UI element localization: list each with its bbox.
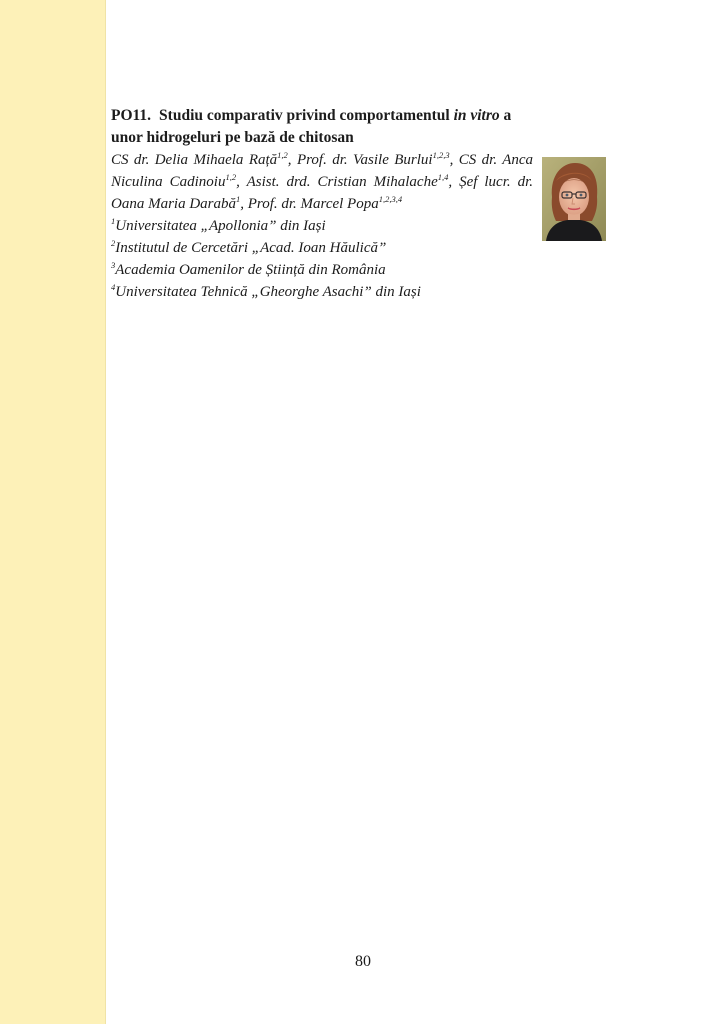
affiliation-1: [111, 215, 533, 237]
abstract-header: [111, 105, 533, 303]
author-affiliation-ref: 1,2,3,4: [378, 194, 403, 204]
side-color-band: [0, 0, 106, 1024]
author-separator: ,: [236, 174, 247, 190]
affiliation-number: 4: [111, 282, 116, 292]
author-separator: ,: [448, 174, 460, 190]
title-italic-term: in vitro: [453, 107, 500, 124]
affiliation-2: [111, 237, 533, 259]
affiliation-number: 1: [111, 216, 116, 226]
author-name: CS dr. Anca Niculina Cadinoiu: [111, 152, 534, 190]
author-name: Șef lucr. dr. Oana Maria Darabă: [111, 174, 534, 212]
author-separator: ,: [449, 152, 459, 168]
abstract-title: [111, 105, 533, 149]
author-list: [111, 149, 533, 215]
author-name: Prof. dr. Marcel Popa: [247, 196, 379, 212]
author-separator: ,: [287, 152, 297, 168]
affiliation-text: Institutul de Cercetări „Acad. Ioan Hăulică”: [115, 240, 387, 256]
author-affiliation-ref: 1,2,3: [432, 150, 450, 160]
author-affiliation-ref: 1,4: [437, 172, 449, 182]
abstract-code: PO11.: [111, 107, 152, 124]
affiliation-text: Universitatea Tehnică „Gheorghe Asachi” din Iași: [115, 284, 421, 300]
affiliation-text: Universitatea „Apollonia” din Iași: [115, 218, 326, 234]
author-photo: [542, 157, 606, 241]
author-name: Asist. drd. Cristian Mihalache: [246, 174, 438, 190]
title-part-2: a unor hidrogeluri pe bază de chitosan: [111, 107, 512, 146]
affiliation-text: Academia Oamenilor de Știință din România: [115, 262, 386, 278]
affiliation-number: 2: [111, 238, 116, 248]
title-part-1: Studiu comparativ privind comportamentul: [159, 107, 454, 124]
author-affiliation-ref: 1,2: [277, 150, 288, 160]
author-portrait-image: [542, 157, 606, 241]
page-number: 80: [355, 953, 371, 970]
author-name: Prof. dr. Vasile Burlui: [296, 152, 433, 168]
author-separator: ,: [240, 196, 248, 212]
affiliation-3: [111, 259, 533, 281]
author-name: CS dr. Delia Mihaela Rață: [111, 152, 278, 168]
author-affiliation-ref: 1: [236, 194, 241, 204]
affiliation-number: 3: [111, 260, 116, 270]
affiliation-4: [111, 281, 533, 303]
author-affiliation-ref: 1,2: [225, 172, 237, 182]
